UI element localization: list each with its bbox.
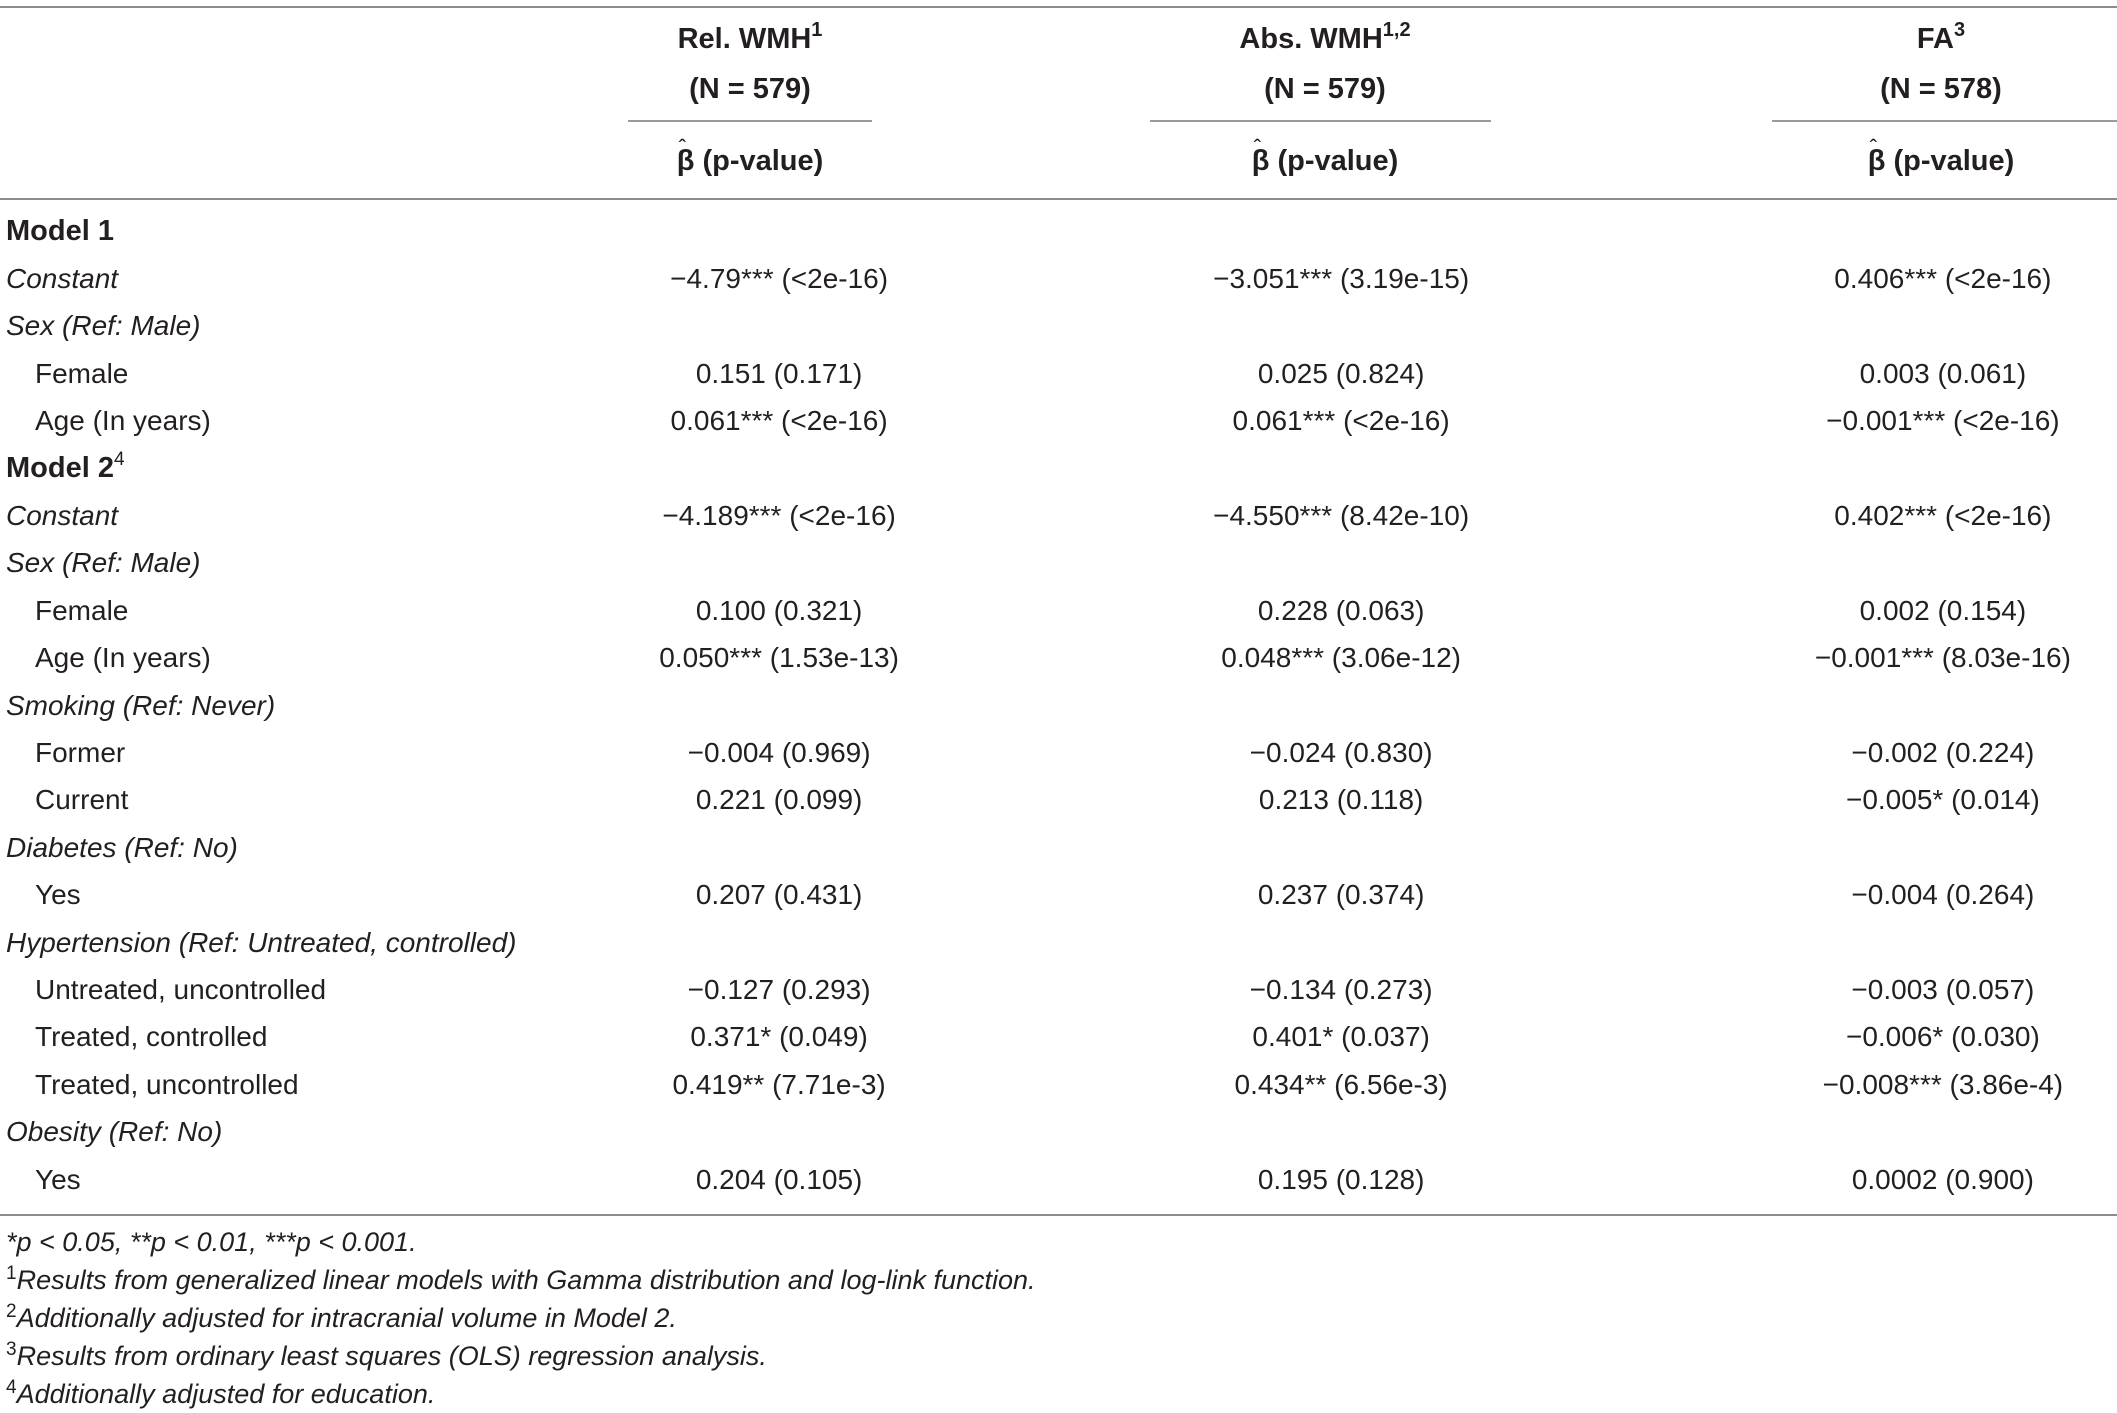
table-row bbox=[0, 492, 2117, 539]
column-gap bbox=[928, 871, 1168, 918]
column-gap bbox=[1514, 208, 1769, 255]
row-label bbox=[0, 350, 630, 397]
row-label bbox=[0, 303, 630, 350]
row-label-text: Female bbox=[35, 594, 129, 626]
table-cell: 0.228 (0.063) bbox=[1257, 594, 1425, 626]
column-gap bbox=[928, 729, 1168, 776]
column-gap bbox=[928, 255, 1168, 302]
table-cell bbox=[1769, 682, 2117, 729]
row-label-text: Sex (Ref: Male) bbox=[6, 547, 201, 579]
column-gap bbox=[1514, 919, 1769, 966]
column-gap bbox=[1514, 1108, 1769, 1155]
footnote-number: 4 bbox=[6, 1377, 17, 1398]
table-cell: 0.003 (0.061) bbox=[1859, 357, 2027, 389]
footnote-number: 1 bbox=[6, 1263, 17, 1284]
column-header-rel-wmh bbox=[600, 14, 900, 114]
row-label bbox=[0, 492, 630, 539]
footnote-text: Additionally adjusted for education. bbox=[16, 1379, 436, 1409]
table-cell: 0.419** (7.71e-3) bbox=[672, 1068, 886, 1100]
table-row bbox=[0, 208, 2117, 255]
column-gap bbox=[1514, 777, 1769, 824]
table-cell: 0.402*** (<2e-16) bbox=[1834, 500, 2052, 532]
table-cell: −0.004 (0.969) bbox=[687, 736, 871, 768]
column-header-name: FA bbox=[1916, 23, 1954, 55]
table-cell: −0.024 (0.830) bbox=[1249, 736, 1433, 768]
table-cell: −3.051*** (3.19e-15) bbox=[1213, 263, 1470, 295]
row-label bbox=[0, 635, 630, 682]
table-cell bbox=[630, 682, 928, 729]
table-cell: 0.061*** (<2e-16) bbox=[1232, 405, 1450, 437]
table-cell: −0.134 (0.273) bbox=[1249, 973, 1433, 1005]
table-row bbox=[0, 1061, 2117, 1108]
row-label-text: Treated, uncontrolled bbox=[35, 1068, 299, 1100]
column-gap bbox=[928, 350, 1168, 397]
row-label-text: Obesity (Ref: No) bbox=[6, 1116, 223, 1148]
column-gap bbox=[928, 1014, 1168, 1061]
table-cell: 0.237 (0.374) bbox=[1257, 879, 1425, 911]
column-gap bbox=[928, 587, 1168, 634]
table-cell: −4.189*** (<2e-16) bbox=[662, 500, 896, 532]
table-row bbox=[0, 777, 2117, 824]
beta-hat-symbol: ˆ β bbox=[677, 136, 695, 186]
row-label-text: Model 2 bbox=[6, 452, 114, 485]
footnote-number: 2 bbox=[6, 1301, 17, 1322]
column-gap bbox=[1514, 445, 1769, 492]
table-row bbox=[0, 255, 2117, 302]
column-gap bbox=[928, 966, 1168, 1013]
column-gap bbox=[928, 540, 1168, 587]
row-label bbox=[0, 682, 630, 729]
column-underline bbox=[1150, 120, 1491, 122]
footnote-text: Results from ordinary least squares (OLS) regression analysis. bbox=[16, 1341, 767, 1371]
row-label bbox=[0, 1061, 630, 1108]
footnote-marker: 3 bbox=[1953, 19, 1966, 41]
row-label bbox=[0, 587, 630, 634]
table-cell: −0.001*** (<2e-16) bbox=[1826, 405, 2060, 437]
column-header-n: (N = 579) bbox=[1264, 73, 1386, 105]
row-label bbox=[0, 1014, 630, 1061]
row-label bbox=[0, 255, 630, 302]
table-cell: 0.025 (0.824) bbox=[1257, 357, 1425, 389]
column-header-name: Rel. WMH bbox=[677, 23, 812, 55]
table-row bbox=[0, 682, 2117, 729]
table-cell bbox=[630, 303, 928, 350]
column-gap bbox=[928, 398, 1168, 445]
row-label-text: Model 1 bbox=[6, 215, 114, 248]
row-label-text: Age (In years) bbox=[35, 642, 211, 674]
table-cell bbox=[1769, 919, 2117, 966]
column-gap bbox=[1514, 1156, 1769, 1203]
column-gap bbox=[928, 824, 1168, 871]
table-cell: −0.001*** (8.03e-16) bbox=[1814, 642, 2071, 674]
beta-subheader bbox=[1150, 136, 1500, 186]
row-label-text: Female bbox=[35, 357, 129, 389]
beta-hat-symbol: ˆ β bbox=[1252, 136, 1270, 186]
column-gap bbox=[1514, 1014, 1769, 1061]
column-header-n: (N = 579) bbox=[689, 73, 811, 105]
row-label-text: Untreated, uncontrolled bbox=[35, 973, 327, 1005]
column-gap bbox=[928, 208, 1168, 255]
table-row bbox=[0, 824, 2117, 871]
table-cell bbox=[1168, 540, 1514, 587]
table-row bbox=[0, 587, 2117, 634]
row-label bbox=[0, 919, 630, 966]
column-underline bbox=[628, 120, 872, 122]
column-gap bbox=[1514, 398, 1769, 445]
row-label bbox=[0, 540, 630, 587]
table-cell: 0.050*** (1.53e-13) bbox=[659, 642, 899, 674]
beta-subheader-label: (p-value) bbox=[1269, 145, 1399, 177]
footnote bbox=[6, 1299, 1036, 1337]
row-label-text: Yes bbox=[35, 879, 81, 911]
table-bottom-rule bbox=[0, 1214, 2117, 1216]
row-label bbox=[0, 729, 630, 776]
beta-hat-symbol: ˆ β bbox=[1868, 136, 1886, 186]
table-footnotes bbox=[6, 1223, 1036, 1413]
table-cell bbox=[630, 919, 928, 966]
row-label bbox=[0, 1108, 630, 1155]
column-gap bbox=[928, 777, 1168, 824]
table-cell bbox=[1168, 208, 1514, 255]
table-cell: −0.127 (0.293) bbox=[687, 973, 871, 1005]
row-label-text: Constant bbox=[6, 263, 119, 295]
table-row bbox=[0, 350, 2117, 397]
column-gap bbox=[1514, 824, 1769, 871]
column-gap bbox=[928, 919, 1168, 966]
table-row bbox=[0, 445, 2117, 492]
column-header-fa bbox=[1765, 14, 2117, 114]
table-cell bbox=[1168, 445, 1514, 492]
table-cell: 0.401* (0.037) bbox=[1252, 1021, 1430, 1053]
table-cell: −0.004 (0.264) bbox=[1851, 879, 2035, 911]
row-label bbox=[0, 871, 630, 918]
table-row bbox=[0, 919, 2117, 966]
column-gap bbox=[928, 445, 1168, 492]
column-gap bbox=[1514, 729, 1769, 776]
table-cell bbox=[1769, 824, 2117, 871]
table-cell: −0.005* (0.014) bbox=[1845, 784, 2040, 816]
table-cell bbox=[630, 445, 928, 492]
row-label bbox=[0, 824, 630, 871]
table-cell bbox=[1769, 445, 2117, 492]
column-header-n: (N = 578) bbox=[1880, 73, 2002, 105]
header-bottom-rule bbox=[0, 198, 2117, 200]
table-row bbox=[0, 1014, 2117, 1061]
table-cell: −0.003 (0.057) bbox=[1851, 973, 2035, 1005]
row-label-text: Constant bbox=[6, 500, 119, 532]
column-gap bbox=[928, 1061, 1168, 1108]
footnote-text: *p < 0.05, **p < 0.01, ***p < 0.001. bbox=[6, 1227, 417, 1257]
table-row bbox=[0, 729, 2117, 776]
row-label bbox=[0, 398, 630, 445]
table-row bbox=[0, 540, 2117, 587]
table-cell bbox=[630, 824, 928, 871]
column-header-name: Abs. WMH bbox=[1239, 23, 1383, 55]
table-cell: 0.0002 (0.900) bbox=[1851, 1163, 2034, 1195]
footnote bbox=[6, 1375, 1036, 1413]
row-label-text: Current bbox=[35, 784, 129, 816]
column-gap bbox=[928, 303, 1168, 350]
column-underline bbox=[1772, 120, 2117, 122]
footnote-number: 3 bbox=[6, 1339, 17, 1360]
column-gap bbox=[928, 635, 1168, 682]
beta-subheader-label: (p-value) bbox=[694, 145, 824, 177]
column-gap bbox=[1514, 1061, 1769, 1108]
footnote-marker: 1,2 bbox=[1382, 19, 1411, 41]
row-label-text: Smoking (Ref: Never) bbox=[6, 689, 276, 721]
table-cell bbox=[630, 208, 928, 255]
table-cell bbox=[1769, 540, 2117, 587]
column-gap bbox=[1514, 492, 1769, 539]
column-gap bbox=[928, 1156, 1168, 1203]
row-label bbox=[0, 208, 630, 255]
row-label bbox=[0, 445, 630, 492]
table-cell: −4.550*** (8.42e-10) bbox=[1213, 500, 1470, 532]
table-cell bbox=[630, 540, 928, 587]
table-cell bbox=[1769, 303, 2117, 350]
beta-subheader bbox=[600, 136, 900, 186]
table-cell bbox=[1168, 1108, 1514, 1155]
table-cell: 0.371* (0.049) bbox=[690, 1021, 868, 1053]
table-cell bbox=[1168, 682, 1514, 729]
footnote bbox=[6, 1261, 1036, 1299]
table-cell: 0.204 (0.105) bbox=[695, 1163, 863, 1195]
table-cell bbox=[630, 1108, 928, 1155]
table-body bbox=[0, 208, 2117, 1203]
table-row bbox=[0, 398, 2117, 445]
column-gap bbox=[1514, 587, 1769, 634]
column-gap bbox=[1514, 540, 1769, 587]
table-row bbox=[0, 635, 2117, 682]
footnote bbox=[6, 1223, 1036, 1261]
beta-subheader bbox=[1765, 136, 2117, 186]
column-gap bbox=[928, 1108, 1168, 1155]
table-cell: −4.79*** (<2e-16) bbox=[670, 263, 889, 295]
column-gap bbox=[1514, 635, 1769, 682]
table-cell bbox=[1168, 919, 1514, 966]
footnote-marker: 4 bbox=[113, 449, 125, 471]
footnote-text: Results from generalized linear models with Gamma distribution and log-link function. bbox=[16, 1265, 1036, 1295]
table-row bbox=[0, 871, 2117, 918]
results-table bbox=[0, 208, 2117, 1203]
table-cell: −0.002 (0.224) bbox=[1851, 736, 2035, 768]
row-label-text: Yes bbox=[35, 1163, 81, 1195]
column-gap bbox=[928, 682, 1168, 729]
column-gap bbox=[1514, 682, 1769, 729]
table-cell: 0.195 (0.128) bbox=[1257, 1163, 1425, 1195]
table-cell: 0.061*** (<2e-16) bbox=[670, 405, 888, 437]
row-label-text: Hypertension (Ref: Untreated, controlled) bbox=[6, 926, 517, 958]
row-label-text: Diabetes (Ref: No) bbox=[6, 831, 238, 863]
row-label bbox=[0, 966, 630, 1013]
row-label bbox=[0, 1156, 630, 1203]
table-row bbox=[0, 1108, 2117, 1155]
row-label-text: Age (In years) bbox=[35, 405, 211, 437]
table-cell: −0.006* (0.030) bbox=[1845, 1021, 2040, 1053]
table-cell: 0.151 (0.171) bbox=[695, 357, 863, 389]
column-gap bbox=[1514, 350, 1769, 397]
row-label bbox=[0, 777, 630, 824]
column-gap bbox=[1514, 255, 1769, 302]
table-cell bbox=[1168, 824, 1514, 871]
row-label-text: Sex (Ref: Male) bbox=[6, 310, 201, 342]
table-cell bbox=[1168, 303, 1514, 350]
footnote-text: Additionally adjusted for intracranial volume in Model 2. bbox=[16, 1303, 677, 1333]
table-row bbox=[0, 303, 2117, 350]
table-cell: −0.008*** (3.86e-4) bbox=[1822, 1068, 2064, 1100]
table-cell: 0.406*** (<2e-16) bbox=[1834, 263, 2052, 295]
table-cell: 0.207 (0.431) bbox=[695, 879, 863, 911]
table-cell bbox=[1769, 1108, 2117, 1155]
column-gap bbox=[1514, 871, 1769, 918]
table-cell: 0.002 (0.154) bbox=[1859, 594, 2027, 626]
top-rule bbox=[0, 6, 2117, 8]
column-header-abs-wmh bbox=[1150, 14, 1500, 114]
row-label-text: Former bbox=[35, 736, 126, 768]
table-cell: 0.221 (0.099) bbox=[695, 784, 863, 816]
column-gap bbox=[928, 492, 1168, 539]
row-label-text: Treated, controlled bbox=[35, 1021, 268, 1053]
table-cell: 0.213 (0.118) bbox=[1258, 784, 1424, 816]
table-cell bbox=[1769, 208, 2117, 255]
table-cell: 0.100 (0.321) bbox=[695, 594, 863, 626]
column-gap bbox=[1514, 303, 1769, 350]
column-gap bbox=[1514, 966, 1769, 1013]
footnote bbox=[6, 1337, 1036, 1375]
beta-subheader-label: (p-value) bbox=[1885, 145, 2015, 177]
footnote-marker: 1 bbox=[811, 19, 823, 41]
table-row bbox=[0, 1156, 2117, 1203]
table-cell: 0.434** (6.56e-3) bbox=[1234, 1068, 1448, 1100]
table-row bbox=[0, 966, 2117, 1013]
table-cell: 0.048*** (3.06e-12) bbox=[1221, 642, 1461, 674]
